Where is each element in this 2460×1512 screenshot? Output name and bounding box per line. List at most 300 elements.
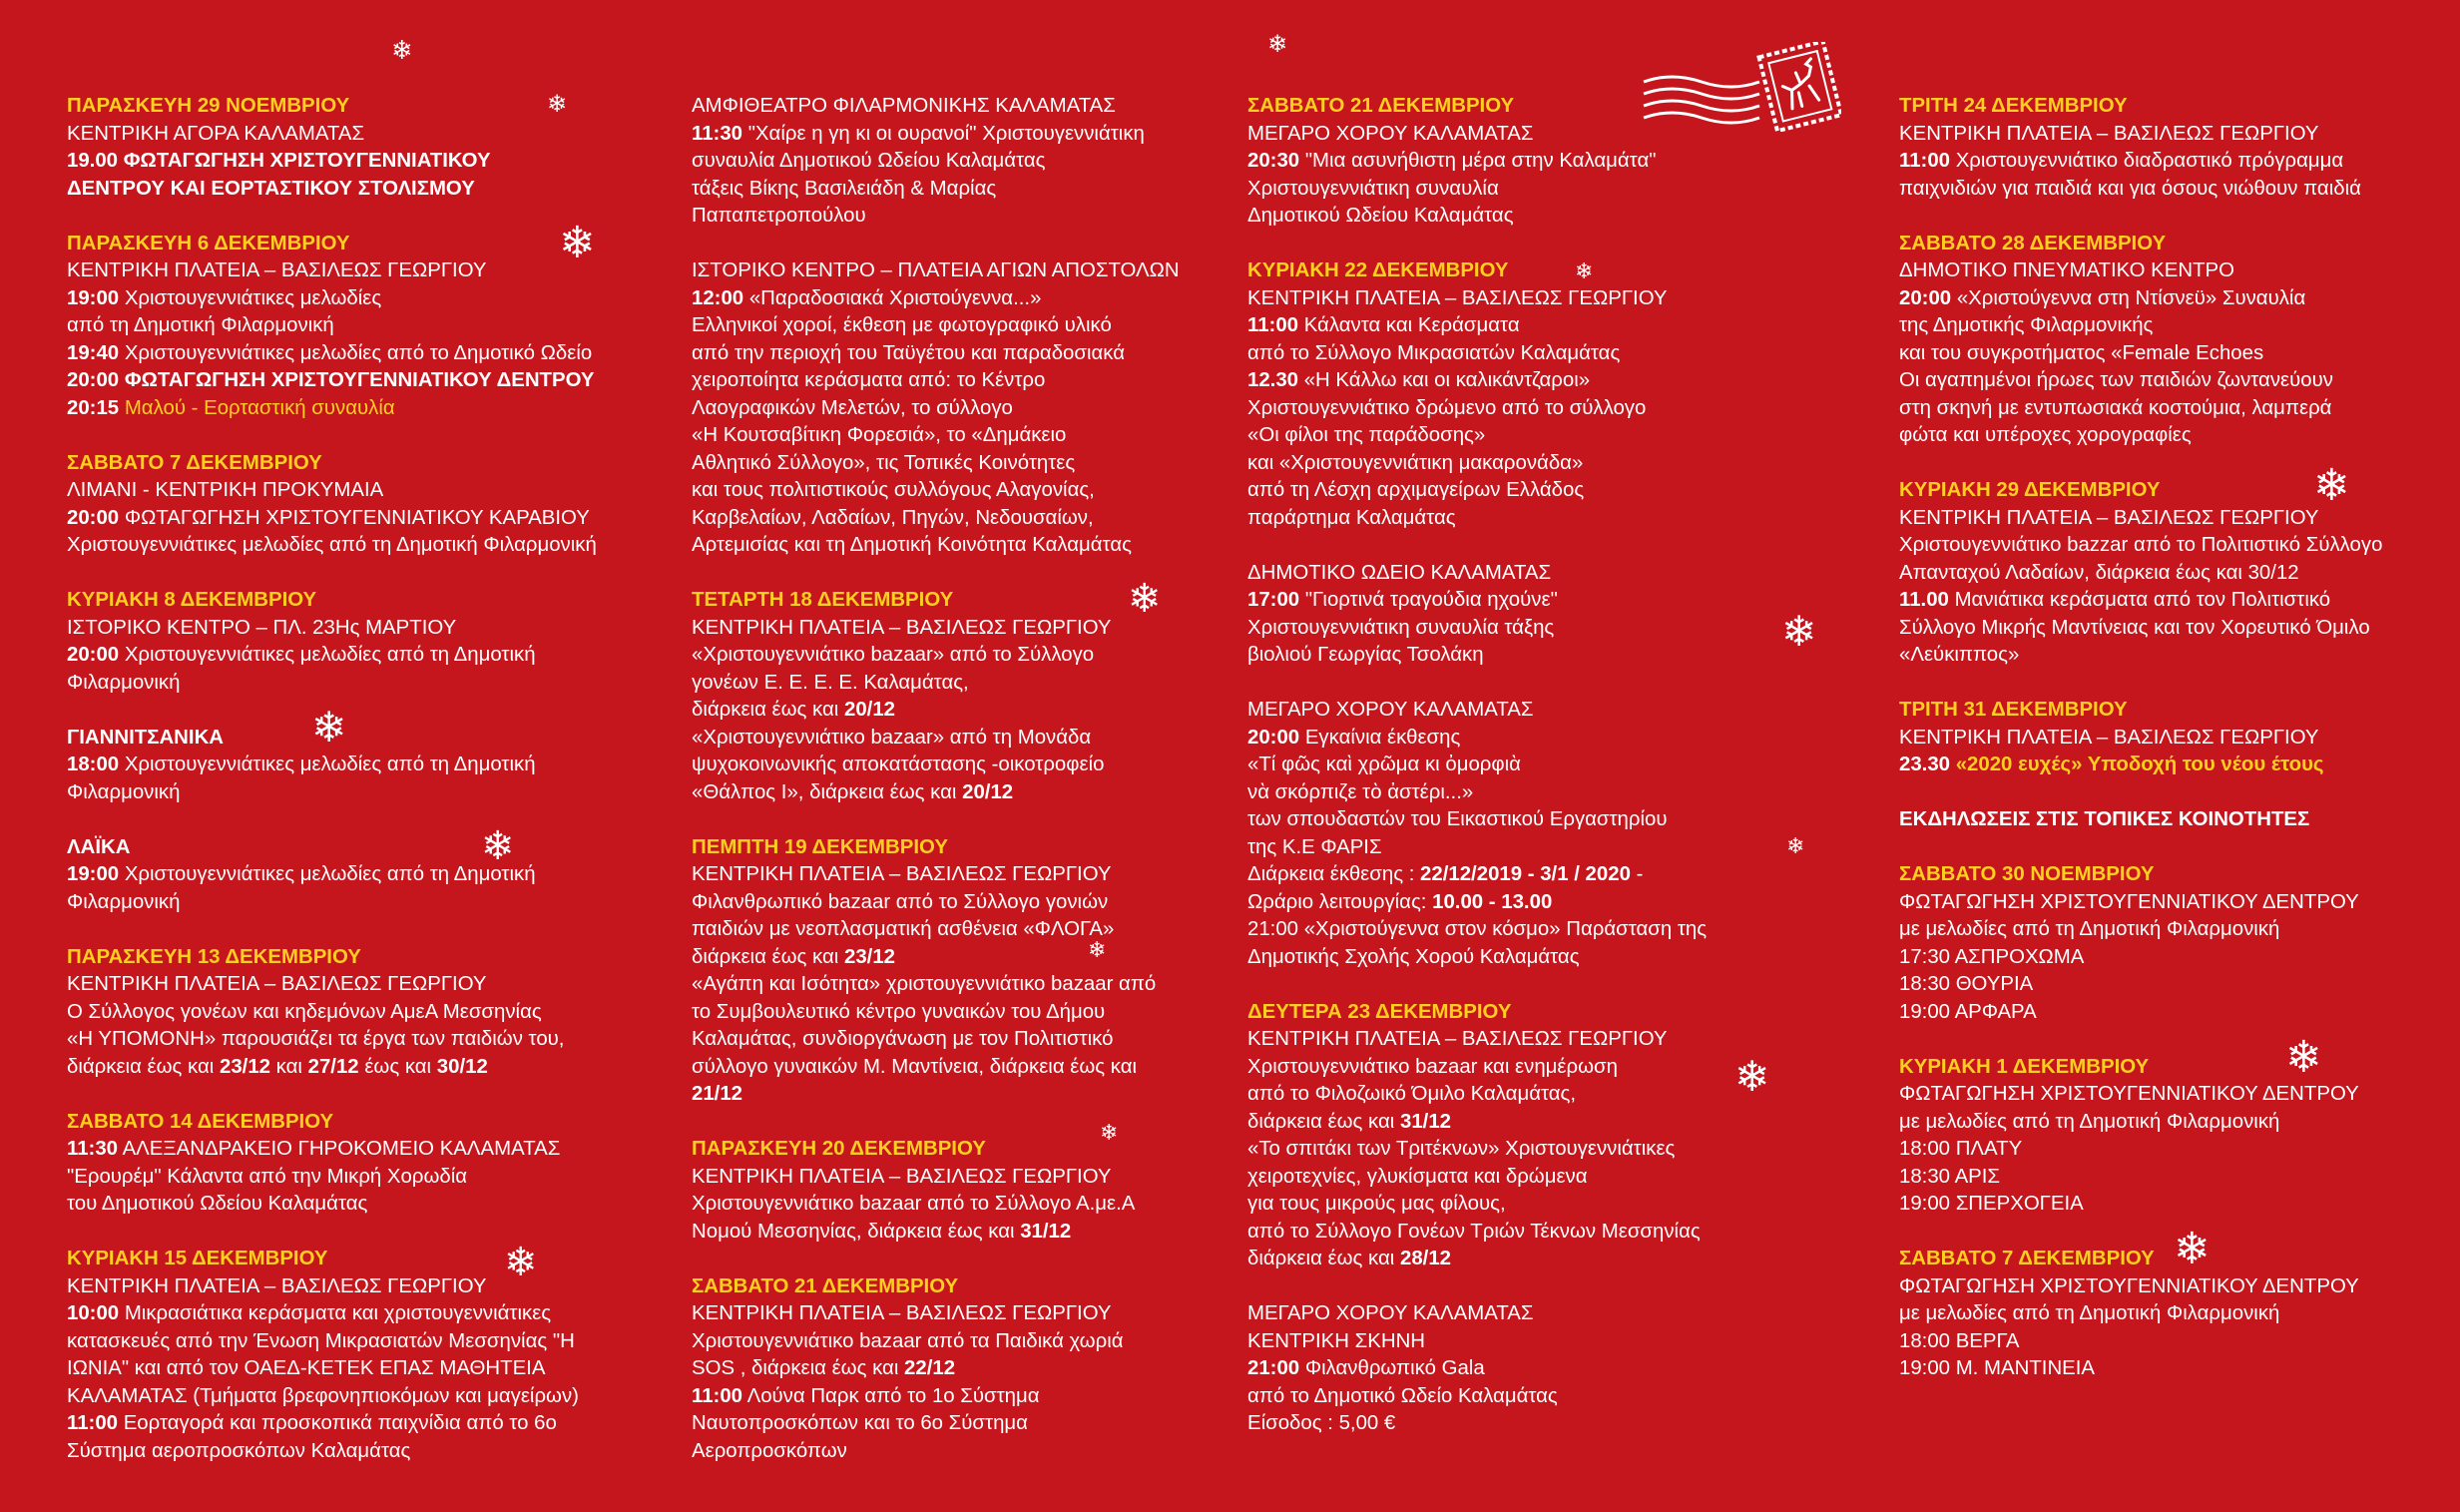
event-text: ΚΕΝΤΡΙΚΗ ΠΛΑΤΕΙΑ – ΒΑΣΙΛΕΩΣ ΓΕΩΡΓΙΟΥ xyxy=(67,973,487,995)
event-line xyxy=(692,257,1265,285)
event-date-heading: ΚΥΡΙΑΚΗ 15 ΔΕΚΕΜΒΡΙΟΥ xyxy=(67,1248,328,1269)
event-line xyxy=(692,1355,1265,1383)
event-block xyxy=(1899,231,2458,450)
event-text: διάρκεια έως και xyxy=(67,1055,220,1078)
snowflake-icon: ❄ xyxy=(2174,1224,2211,1274)
event-text: ΚΕΝΤΡΙΚΗ ΠΛΑΤΕΙΑ – ΒΑΣΙΛΕΩΣ ΓΕΩΡΓΙΟΥ xyxy=(692,863,1112,885)
event-text: 18:00 xyxy=(67,754,120,775)
event-line xyxy=(1247,477,1746,505)
event-line xyxy=(1899,422,2458,450)
event-line xyxy=(692,93,1265,121)
event-line xyxy=(1899,587,2458,615)
event-text: SOS , διάρκεια έως και xyxy=(692,1357,905,1379)
event-line xyxy=(1247,615,1746,643)
event-line xyxy=(67,615,626,643)
event-line xyxy=(67,1164,626,1192)
event-line xyxy=(692,121,1265,149)
event-block xyxy=(1247,257,1746,532)
event-text: ΔΕΝΤΡΟΥ ΚΑΙ ΕΟΡΤΑΣΤΙΚΟΥ ΣΤΟΛΙΣΜΟΥ xyxy=(67,177,475,200)
event-text: ΚΕΝΤΡΙΚΗ ΠΛΑΤΕΙΑ – ΒΑΣΙΛΕΩΣ ΓΕΩΡΓΙΟΥ xyxy=(692,1165,1112,1188)
event-block xyxy=(1899,477,2458,670)
event-text: 23/12 xyxy=(843,945,896,968)
event-text: Φιλαρμονική xyxy=(67,780,181,803)
event-text: ΜΕΓΑΡΟ ΧΟΡΟΥ ΚΑΛΑΜΑΤΑΣ xyxy=(1247,699,1534,721)
event-block xyxy=(67,725,626,807)
event-line xyxy=(67,752,626,779)
event-text: Εγκαίνια έκθεσης xyxy=(1299,726,1461,749)
event-line xyxy=(692,1191,1265,1219)
event-text: «Τί φῶς καὶ χρῶμα κι ὀμορφιὰ xyxy=(1247,754,1521,775)
event-line xyxy=(1247,505,1746,533)
event-text: «Χριστούγεννα στη Ντίσνεϋ» Συναυλία xyxy=(1951,286,2306,309)
event-text: 20:00 xyxy=(67,644,120,666)
event-text: 19.00 ΦΩΤΑΓΩΓΗΣΗ ΧΡΙΣΤΟΥΓΕΝΝΙΑΤΙΚΟΥ xyxy=(67,150,491,172)
event-block xyxy=(67,834,626,917)
event-text: 17:30 ΑΣΠΡΟΧΩΜΑ xyxy=(1899,945,2085,968)
event-line xyxy=(692,176,1265,204)
event-date-heading: ΠΑΡΑΣΚΕΥΗ 29 ΝΟΕΜΒΡΙΟΥ xyxy=(67,95,350,117)
event-text: Χριστουγεννιάτικο bazaar από τα Παιδικά χωριά xyxy=(692,1329,1124,1352)
event-text: 19:40 xyxy=(67,341,120,364)
event-text: 31/12 xyxy=(1020,1220,1072,1243)
event-line xyxy=(1899,752,2458,779)
snowflake-icon: ❄ xyxy=(504,1240,538,1285)
event-text: 31/12 xyxy=(1399,1110,1452,1133)
event-line xyxy=(692,642,1265,670)
event-line xyxy=(1247,395,1746,423)
event-block xyxy=(692,1136,1265,1246)
event-block xyxy=(1899,806,2458,834)
event-text: Εορταγορά και προσκοπικά παιχνίδια από το 6ο xyxy=(118,1412,557,1434)
event-text: Δημοτικού Ωδείου Καλαμάτας xyxy=(1247,205,1514,227)
event-text: «Οι φίλοι της παράδοσης» xyxy=(1247,424,1486,446)
event-text: Διάρκεια έκθεσης : xyxy=(1247,863,1421,885)
event-block xyxy=(1899,93,2458,203)
event-line xyxy=(1899,944,2458,972)
event-line xyxy=(67,779,626,807)
schedule-column-1 xyxy=(67,90,626,1493)
event-line xyxy=(692,285,1265,313)
event-block xyxy=(1247,999,1746,1273)
event-text: ΔΗΜΟΤΙΚΟ ΩΔΕΙΟ ΚΑΛΑΜΑΤΑΣ xyxy=(1247,561,1552,584)
event-text: 22/12 xyxy=(904,1357,956,1379)
event-text: από το Δημοτικό Ωδείο Καλαμάτας xyxy=(1247,1384,1558,1407)
event-line xyxy=(1247,176,1746,204)
event-line xyxy=(1899,340,2458,368)
event-line xyxy=(692,670,1265,698)
event-text: και «Χριστουγεννιάτικη μακαρονάδα» xyxy=(1247,451,1584,474)
event-text: "Χαίρε η γη κι οι ουρανοί" Χριστουγεννιάτικη xyxy=(742,122,1145,145)
event-block xyxy=(692,1273,1265,1466)
event-text: ΜΕΓΑΡΟ ΧΟΡΟΥ ΚΑΛΑΜΑΤΑΣ xyxy=(1247,122,1534,145)
event-date-heading: ΚΥΡΙΑΚΗ 8 ΔΕΚΕΜΒΡΙΟΥ xyxy=(67,589,317,611)
event-block xyxy=(1899,697,2458,779)
event-line xyxy=(1247,340,1746,368)
event-text: 27/12 xyxy=(307,1055,359,1078)
event-line xyxy=(1247,752,1746,779)
event-block xyxy=(692,257,1265,560)
event-line xyxy=(1899,1109,2458,1137)
event-text: 10:00 xyxy=(67,1302,120,1324)
event-line xyxy=(692,148,1265,176)
event-line xyxy=(1899,1164,2458,1192)
event-text: Χριστουγεννιάτικο bazaar από το Σύλλογο Α.με.Α xyxy=(692,1193,1136,1215)
snowflake-icon: ❄ xyxy=(481,823,515,869)
event-line xyxy=(692,1383,1265,1411)
event-line xyxy=(67,670,626,698)
event-text: των σπουδαστών του Εικαστικού Εργαστηρίου xyxy=(1247,808,1668,830)
event-line xyxy=(692,1164,1265,1192)
event-text: Χριστουγεννιάτικο δρώμενο από το σύλλογο xyxy=(1247,396,1647,419)
event-text: σύλλογο γυναικών Μ. Μαντίνεια, διάρκεια έως και xyxy=(692,1055,1138,1078)
event-text: 28/12 xyxy=(1399,1248,1452,1269)
event-line xyxy=(67,1054,626,1082)
event-line xyxy=(1247,944,1746,972)
snowflake-icon: ❄ xyxy=(1734,1052,1770,1101)
event-line xyxy=(1247,806,1746,834)
event-line xyxy=(1899,532,2458,560)
event-block xyxy=(1247,560,1746,670)
event-text: 11:30 xyxy=(692,122,743,145)
event-text: 11.00 xyxy=(1899,589,1949,611)
event-line xyxy=(1899,1136,2458,1164)
event-line xyxy=(1247,1246,1746,1273)
schedule-column-2 xyxy=(692,93,1265,1493)
event-text: 21:00 «Χριστούγεννα στον κόσμο» Παράσταση της xyxy=(1247,918,1708,940)
event-text: «Χριστουγεννιάτικο bazaar» από το Σύλλογο xyxy=(692,644,1095,666)
event-line xyxy=(1899,121,2458,149)
event-text: 20:00 ΦΩΤΑΓΩΓΗΣΗ ΧΡΙΣΤΟΥΓΕΝΝΙΑΤΙΚΟΥ ΔΕΝΤΡΟΥ xyxy=(67,369,595,391)
event-date-heading: ΤΕΤΑΡΤΗ 18 ΔΕΚΕΜΒΡΙΟΥ xyxy=(692,589,954,611)
event-text: παιχνιδιών για παιδιά και για όσους νιώθουν παιδιά xyxy=(1899,177,2361,200)
event-line xyxy=(1247,861,1746,889)
event-block xyxy=(692,587,1265,806)
event-line xyxy=(1899,257,2458,285)
event-line xyxy=(1247,1355,1746,1383)
event-line xyxy=(1247,1054,1746,1082)
event-text: Χριστουγεννιάτικο διαδραστικό πρόγραμμα xyxy=(1950,150,2344,172)
event-date-heading: ΕΚΔΗΛΩΣΕΙΣ ΣΤΙΣ ΤΟΠΙΚΕΣ ΚΟΙΝΟΤΗΤΕΣ xyxy=(1899,808,2310,830)
event-text: 19:00 xyxy=(67,286,120,309)
event-line xyxy=(1899,916,2458,944)
event-block xyxy=(67,1109,626,1219)
event-date-heading: ΚΥΡΙΑΚΗ 1 ΔΕΚΕΜΒΡΙΟΥ xyxy=(1899,1055,2150,1078)
event-text: Λούνα Παρκ από το 1ο Σύστημα xyxy=(742,1384,1040,1407)
event-line xyxy=(67,889,626,917)
event-text: ΚΕΝΤΡΙΚΗ ΠΛΑΤΕΙΑ – ΒΑΣΙΛΕΩΣ ΓΕΩΡΓΙΟΥ xyxy=(692,1302,1112,1324)
event-text: Χριστουγεννιάτικες μελωδίες από τη Δημοτική xyxy=(119,754,536,775)
event-block xyxy=(1899,861,2458,1026)
event-text: από τη Δημοτική Φιλαρμονική xyxy=(67,314,334,336)
event-line xyxy=(1247,1219,1746,1247)
event-text: Χριστουγεννιάτικη συναυλία τάξης xyxy=(1247,616,1555,639)
event-text: και xyxy=(270,1055,308,1078)
event-text: «Λεύκιππος» xyxy=(1899,644,2020,666)
event-line xyxy=(1899,560,2458,588)
event-text: ΙΩΝΙΑ" και από τον ΟΑΕΔ-ΚΕΤΕΚ ΕΠΑΣ ΜΑΘΗΤΕΙΑ xyxy=(67,1357,546,1379)
event-date-heading: ΤΡΙΤΗ 24 ΔΕΚΕΜΒΡΙΟΥ xyxy=(1899,95,2128,117)
event-text: «Χριστουγεννιάτικο bazaar» από τη Μονάδα xyxy=(692,726,1092,749)
event-text: 11:00 xyxy=(67,1412,119,1434)
snowflake-icon: ❄ xyxy=(1100,1121,1119,1146)
event-line xyxy=(692,1026,1265,1054)
event-line xyxy=(692,505,1265,533)
event-text: 21/12 xyxy=(692,1083,743,1105)
event-line xyxy=(67,285,626,313)
event-text: Ναυτοπροσκόπων και το 6ο Σύστημα xyxy=(692,1412,1028,1434)
event-date-heading: ΣΑΒΒΑΤΟ 14 ΔΕΚΕΜΒΡΙΟΥ xyxy=(67,1110,334,1133)
event-block xyxy=(1899,1054,2458,1219)
event-text: έως και xyxy=(358,1055,437,1078)
event-line xyxy=(692,752,1265,779)
event-text: "Γιορτινά τραγούδια ηχούνε" xyxy=(1299,589,1558,611)
event-line xyxy=(692,395,1265,423)
snowflake-icon: ❄ xyxy=(1128,576,1162,622)
schedule-column-4 xyxy=(1899,93,2458,1410)
event-text: Αθλητικό Σύλλογο», τις Τοπικές Κοινότητες xyxy=(692,451,1076,474)
event-line xyxy=(1899,395,2458,423)
event-line xyxy=(692,203,1265,231)
event-line xyxy=(692,450,1265,478)
event-text: ΚΕΝΤΡΙΚΗ ΠΛΑΤΕΙΑ – ΒΑΣΙΛΕΩΣ ΓΕΩΡΓΙΟΥ xyxy=(1247,1028,1668,1050)
event-text: κατασκευές από την Ένωση Μικρασιατών Μεσσηνίας "Η xyxy=(67,1329,575,1352)
event-line xyxy=(692,1300,1265,1328)
event-text: ΜΕΓΑΡΟ ΧΟΡΟΥ ΚΑΛΑΜΑΤΑΣ xyxy=(1247,1302,1534,1324)
event-line xyxy=(67,148,626,176)
event-line xyxy=(1247,916,1746,944)
event-line xyxy=(67,395,626,423)
event-line xyxy=(67,176,626,204)
event-line xyxy=(67,1300,626,1328)
event-line xyxy=(67,1438,626,1466)
event-line xyxy=(1899,1081,2458,1109)
event-text: με μελωδίες από τη Δημοτική Φιλαρμονική xyxy=(1899,1302,2280,1324)
event-text: 11:00 xyxy=(1899,150,1951,172)
event-text: ΔΗΜΟΤΙΚΟ ΠΝΕΥΜΑΤΙΚΟ ΚΕΝΤΡΟ xyxy=(1899,259,2234,281)
event-text: 20/12 xyxy=(962,780,1014,803)
event-text: ΚΕΝΤΡΙΚΗ ΣΚΗΝΗ xyxy=(1247,1329,1426,1352)
event-line xyxy=(1247,1300,1746,1328)
event-line xyxy=(1899,725,2458,753)
snowflake-icon: ❄ xyxy=(2313,460,2350,511)
event-text: Μανιάτικα κεράσματα από τον Πολιτιστικό xyxy=(1948,589,2331,611)
event-date-heading: ΣΑΒΒΑΤΟ 30 ΝΟΕΜΒΡΙΟΥ xyxy=(1899,863,2155,885)
event-text: 20:00 xyxy=(1247,726,1300,749)
event-line xyxy=(1247,1328,1746,1356)
event-line xyxy=(692,1410,1265,1438)
event-text: 19:00 ΑΡΦΑΡΑ xyxy=(1899,1000,2037,1023)
event-block xyxy=(1247,93,1746,231)
event-block xyxy=(67,231,626,423)
event-line xyxy=(67,1191,626,1219)
event-text: ΚΕΝΤΡΙΚΗ ΠΛΑΤΕΙΑ – ΒΑΣΙΛΕΩΣ ΓΕΩΡΓΙΟΥ xyxy=(1899,122,2319,145)
event-block xyxy=(67,450,626,560)
event-line xyxy=(67,1410,626,1438)
event-line xyxy=(692,1054,1265,1082)
event-text: Είσοδος : 5,00 € xyxy=(1247,1412,1396,1434)
event-line xyxy=(1247,1081,1746,1109)
event-block xyxy=(67,1246,626,1465)
event-text: 19:00 xyxy=(67,863,120,885)
event-text: «Παραδοσιακά Χριστούγεννα...» xyxy=(743,286,1042,309)
event-line xyxy=(67,505,626,533)
event-text: 18:30 ΑΡΙΣ xyxy=(1899,1165,2001,1188)
event-line xyxy=(1247,285,1746,313)
event-text: Χριστουγεννιάτικες μελωδίες από το Δημοτικό Ωδείο xyxy=(119,341,593,364)
snowflake-icon: ❄ xyxy=(2285,1032,2322,1083)
event-text: - xyxy=(1630,863,1644,885)
event-text: το Συμβουλευτικό κέντρο γυναικών του Δήμου xyxy=(692,1000,1106,1023)
event-text: 18:30 ΘΟΥΡΙΑ xyxy=(1899,973,2034,995)
event-line xyxy=(67,340,626,368)
event-text: και τους πολιτιστικούς συλλόγους Αλαγονίας, xyxy=(692,479,1095,501)
event-text: στη σκηνή με εντυπωσιακά κοστούμια, λαμπερά xyxy=(1899,396,2332,419)
event-text: Καρβελαίων, Λαδαίων, Πηγών, Νεδουσαίων, xyxy=(692,506,1094,529)
event-text: 22/12/2019 - 3/1 / 2020 xyxy=(1420,863,1631,885)
event-text: 30/12 xyxy=(436,1055,488,1078)
event-line xyxy=(1247,203,1746,231)
event-line xyxy=(1899,505,2458,533)
event-line xyxy=(1247,560,1746,588)
event-line xyxy=(692,889,1265,917)
event-date-heading: ΣΑΒΒΑΤΟ 28 ΔΕΚΕΜΒΡΙΟΥ xyxy=(1899,232,2167,254)
event-line xyxy=(1899,1355,2458,1383)
event-text: Οι αγαπημένοι ήρωες των παιδιών ζωντανεύουν xyxy=(1899,369,2333,391)
event-line xyxy=(1247,1136,1746,1164)
event-text: Παπαπετροπούλου xyxy=(692,205,866,227)
event-line xyxy=(692,779,1265,807)
event-text: ΛΙΜΑΝΙ - ΚΕΝΤΡΙΚΗ ΠΡΟΚΥΜΑΙΑ xyxy=(67,479,384,501)
event-line xyxy=(1247,148,1746,176)
event-text: 10.00 - 13.00 xyxy=(1432,890,1553,913)
event-text: 17:00 xyxy=(1247,589,1300,611)
event-text: «Η ΥΠΟΜΟΝΗ» παρουσιάζει τα έργα των παιδιών του, xyxy=(67,1028,565,1050)
event-text: 23/12 xyxy=(219,1055,271,1078)
event-text: "Ερουρέμ" Κάλαντα από την Μικρή Χορωδία xyxy=(67,1165,468,1188)
snowflake-icon: ❄ xyxy=(1781,607,1817,656)
schedule-column-3 xyxy=(1247,93,1746,1465)
event-text: από το Σύλλογο Γονέων Τριών Τέκνων Μεσσηνίας xyxy=(1247,1220,1701,1243)
event-line xyxy=(67,121,626,149)
event-line xyxy=(692,861,1265,889)
event-text: από το Σύλλογο Μικρασιατών Καλαμάτας xyxy=(1247,341,1621,364)
event-text: ΚΕΝΤΡΙΚΗ ΠΛΑΤΕΙΑ – ΒΑΣΙΛΕΩΣ ΓΕΩΡΓΙΟΥ xyxy=(67,1274,487,1297)
event-text: Σύστημα αεροπροσκόπων Καλαμάτας xyxy=(67,1439,411,1462)
event-line xyxy=(692,697,1265,725)
event-text: ΚΕΝΤΡΙΚΗ ΠΛΑΤΕΙΑ – ΒΑΣΙΛΕΩΣ ΓΕΩΡΓΙΟΥ xyxy=(1899,726,2319,749)
event-text: με μελωδίες από τη Δημοτική Φιλαρμονική xyxy=(1899,918,2280,940)
event-line xyxy=(692,615,1265,643)
event-date-heading: ΔΕΥΤΕΡΑ 23 ΔΕΚΕΜΒΡΙΟΥ xyxy=(1247,1000,1512,1023)
event-line xyxy=(1899,1300,2458,1328)
event-text: 21:00 xyxy=(1247,1357,1300,1379)
event-line xyxy=(1247,1383,1746,1411)
event-text: Λαογραφικών Μελετών, το σύλλογο xyxy=(692,396,1013,419)
event-text: «Αγάπη και Ισότητα» χριστουγεννιάτικο bazaar από xyxy=(692,973,1157,995)
snowflake-icon: ❄ xyxy=(1786,834,1805,859)
event-block xyxy=(67,944,626,1082)
event-text: 11:30 xyxy=(67,1138,119,1160)
event-text: Καλαμάτας, συνδιοργάνωση με τον Πολιτιστικό xyxy=(692,1028,1114,1050)
event-line xyxy=(1247,697,1746,725)
event-text: γονέων Ε. Ε. Ε. Ε. Καλαμάτας, xyxy=(692,671,969,694)
event-line xyxy=(67,312,626,340)
event-line xyxy=(1899,1273,2458,1301)
event-text: διάρκεια έως και xyxy=(692,699,844,721)
event-text: «2020 ευχές» Υποδοχή του νέου έτους xyxy=(1950,754,2324,775)
event-line xyxy=(67,861,626,889)
event-date-heading: ΣΑΒΒΑΤΟ 21 ΔΕΚΕΜΒΡΙΟΥ xyxy=(1247,95,1515,117)
event-text: διάρκεια έως και xyxy=(1247,1110,1400,1133)
event-text: Ελληνικοί χοροί, έκθεση με φωτογραφικό υλικό xyxy=(692,314,1112,336)
event-text: με μελωδίες από τη Δημοτική Φιλαρμονική xyxy=(1899,1110,2280,1133)
event-line xyxy=(1899,1328,2458,1356)
event-text: 12.30 xyxy=(1247,369,1299,391)
event-text: ΚΕΝΤΡΙΚΗ ΠΛΑΤΕΙΑ – ΒΑΣΙΛΕΩΣ ΓΕΩΡΓΙΟΥ xyxy=(692,616,1112,639)
event-date-heading: ΓΙΑΝΝΙΤΣΑΝΙΚΑ xyxy=(67,726,225,749)
event-text: Χριστουγεννιάτικο bazzar από το Πολιτιστικό Σύλλογο xyxy=(1899,534,2383,556)
event-line xyxy=(1247,587,1746,615)
event-text: 18:00 ΒΕΡΓΑ xyxy=(1899,1329,2020,1352)
event-text: για τους μικρούς μας φίλους, xyxy=(1247,1193,1506,1215)
event-date-heading: ΚΥΡΙΑΚΗ 29 ΔΕΚΕΜΒΡΙΟΥ xyxy=(1899,479,2161,501)
event-text: του Δημοτικού Ωδείου Καλαμάτας xyxy=(67,1193,368,1215)
event-line xyxy=(1247,1164,1746,1192)
event-text: ΑΜΦΙΘΕΑΤΡΟ ΦΙΛΑΡΜΟΝΙΚΗΣ ΚΑΛΑΜΑΤΑΣ xyxy=(692,95,1116,117)
event-date-heading: ΣΑΒΒΑΤΟ 7 ΔΕΚΕΜΒΡΙΟΥ xyxy=(1899,1248,2155,1269)
event-text: 20:15 xyxy=(67,396,120,419)
snowflake-icon: ❄ xyxy=(547,90,568,118)
event-text: της Κ.Ε ΦΑΡΙΣ xyxy=(1247,835,1382,858)
event-date-heading: ΛΑΪΚΑ xyxy=(67,835,131,858)
event-line xyxy=(1247,834,1746,862)
event-line xyxy=(1247,642,1746,670)
event-text: από την περιοχή του Ταϋγέτου και παραδοσιακά xyxy=(692,341,1126,364)
event-block xyxy=(1247,697,1746,971)
event-text: χειροποίητα κεράσματα από: το Κέντρο xyxy=(692,369,1046,391)
event-text: φώτα και υπέροχες χορογραφίες xyxy=(1899,424,2192,446)
event-line xyxy=(692,971,1265,999)
event-date-heading: ΠΑΡΑΣΚΕΥΗ 20 ΔΕΚΕΜΒΡΙΟΥ xyxy=(692,1138,986,1160)
event-text: Αρτεμισίας και τη Δημοτική Κοινότητα Καλαμάτας xyxy=(692,534,1132,556)
event-line xyxy=(1899,367,2458,395)
event-text: «Θάλπος Ι», διάρκεια έως και xyxy=(692,780,963,803)
event-text: της Δημοτικής Φιλαρμονικής xyxy=(1899,314,2154,336)
snowflake-icon: ❄ xyxy=(1267,30,1288,58)
snowflake-icon: ❄ xyxy=(1088,938,1107,963)
event-date-heading: ΚΥΡΙΑΚΗ 22 ΔΕΚΕΜΒΡΙΟΥ xyxy=(1247,259,1509,281)
event-text: συναυλία Δημοτικού Ωδείου Καλαμάτας xyxy=(692,150,1046,172)
event-line xyxy=(1899,642,2458,670)
event-text: 11:00 xyxy=(692,1384,743,1407)
event-line xyxy=(692,1219,1265,1247)
snowflake-icon: ❄ xyxy=(311,703,347,752)
event-text: παιδιών με νεοπλασματική ασθένεια «ΦΛΟΓΑ» xyxy=(692,918,1115,940)
snowflake-icon: ❄ xyxy=(1575,259,1594,284)
event-line xyxy=(67,1328,626,1356)
event-text: "Μια ασυνήθιστη μέρα στην Καλαμάτα" xyxy=(1299,150,1657,172)
event-line xyxy=(67,1026,626,1054)
event-text: «Η Κάλλω και οι καλικάντζαροι» xyxy=(1298,369,1591,391)
event-text: 20:30 xyxy=(1247,150,1300,172)
event-text: Χριστουγεννιάτικες μελωδίες από τη Δημοτική Φιλαρμονική xyxy=(67,534,597,556)
snowflake-icon: ❄ xyxy=(559,218,596,268)
event-text: ΦΩΤΑΓΩΓΗΣΗ ΧΡΙΣΤΟΥΓΕΝΝΙΑΤΙΚΟΥ ΚΑΡΑΒΙΟΥ xyxy=(119,506,590,529)
event-date-heading: ΣΑΒΒΑΤΟ 7 ΔΕΚΕΜΒΡΙΟΥ xyxy=(67,451,322,474)
event-line xyxy=(692,312,1265,340)
event-line xyxy=(1247,367,1746,395)
event-line xyxy=(1247,422,1746,450)
